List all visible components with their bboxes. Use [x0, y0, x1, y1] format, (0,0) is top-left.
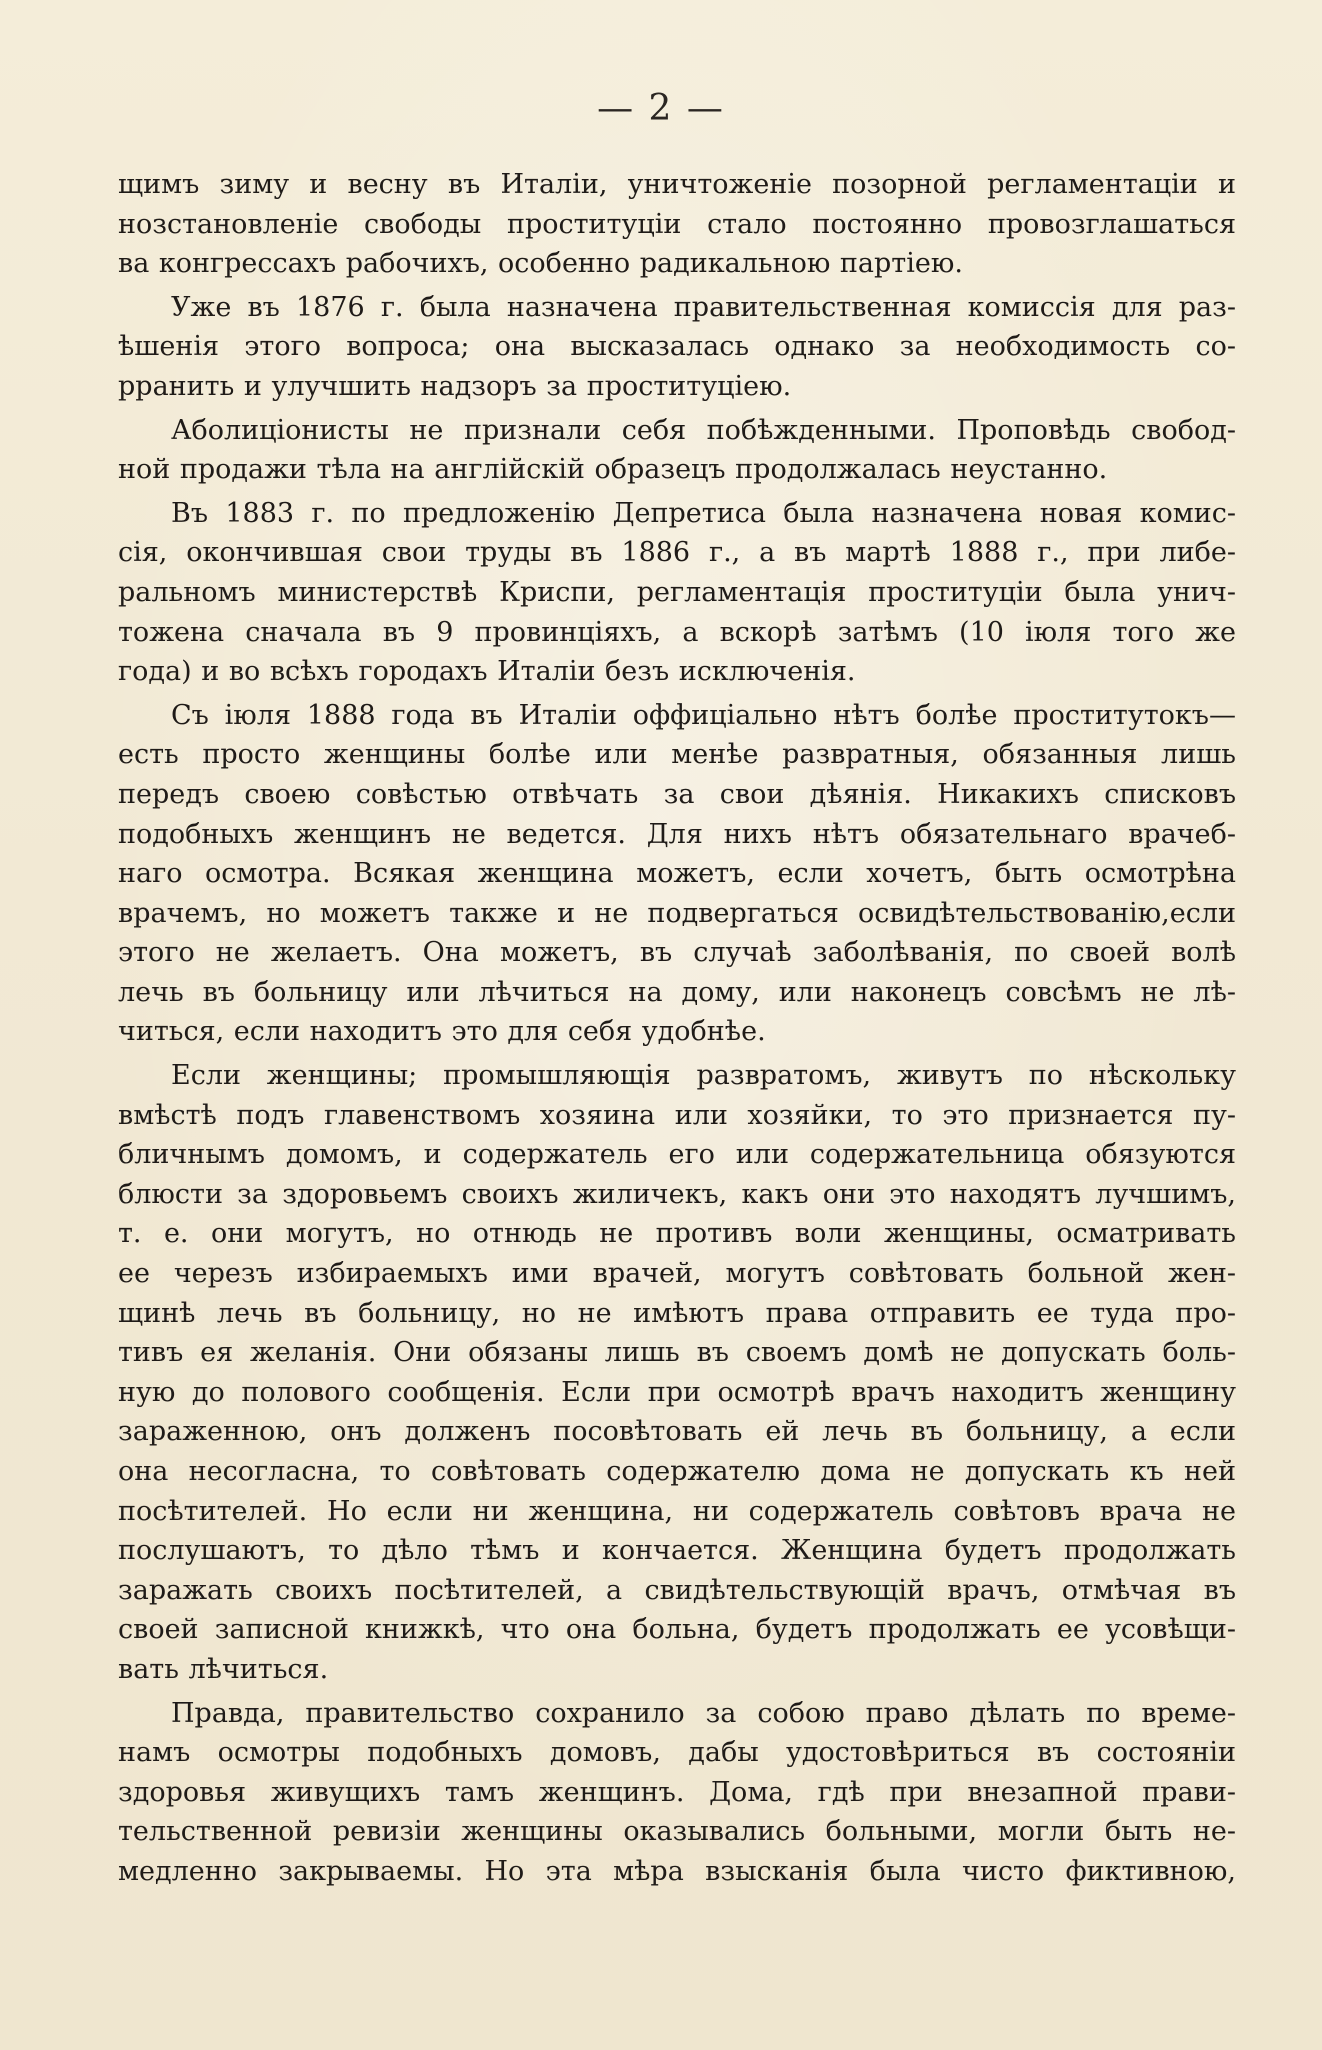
text-line: т. е. они могутъ, но отнюдь не противъ воли женщины, осматривать — [118, 1218, 1236, 1250]
text-line: читься, если находитъ это для себя удобнѣе. — [118, 1016, 766, 1048]
text-line: намъ осмотры подобныхъ домовъ, дабы удостовѣриться въ состоянiи — [118, 1737, 1236, 1769]
text-line: есть просто женщины болѣе или менѣе развратныя, обязанныя лишь — [118, 739, 1236, 771]
text-line: медленно закрываемы. Но эта мѣра взысканiя была чисто фиктивною, — [118, 1855, 1236, 1887]
text-line: этого не желаетъ. Она можетъ, въ случаѣ заболѣванiя, по своей волѣ — [118, 937, 1236, 969]
text-line: ной продажи тѣла на англiйскiй образецъ продолжалась неустанно. — [118, 454, 1108, 486]
text-line: ее черезъ избираемыхъ ими врачей, могутъ совѣтовать больной жен- — [118, 1258, 1236, 1290]
paragraph — [118, 1694, 1236, 1892]
text-line: Уже въ 1876 г. была назначена правительственная комиссiя для раз- — [171, 291, 1236, 323]
page-number: — 2 — — [597, 88, 725, 129]
text-line: здоровья живущихъ тамъ женщинъ. Дома, гдѣ при внезапной прави- — [118, 1776, 1236, 1808]
text-line: ную до полового сообщенiя. Если при осмотрѣ врачъ находитъ женщину — [118, 1376, 1236, 1408]
text-line: лечь въ больницу или лѣчиться на дому, или наконецъ совсѣмъ не лѣ- — [118, 976, 1236, 1008]
paragraph — [118, 165, 1236, 284]
text-line: тивъ ея желанiя. Они обязаны лишь въ своемъ домѣ не допускать боль- — [118, 1337, 1236, 1369]
text-line: наго осмотра. Всякая женщина можетъ, если хочетъ, быть осмотрѣна — [118, 858, 1236, 890]
text-line: заражать своихъ посѣтителей, а свидѣтельствующiй врачъ, отмѣчая въ — [118, 1574, 1236, 1606]
paragraph — [118, 696, 1236, 1052]
text-line: тожена сначала въ 9 провинцiяхъ, а вскорѣ затѣмъ (10 iюля того же — [118, 616, 1236, 648]
text-line: она несогласна, то совѣтовать содержателю дома не допускать къ ней — [118, 1456, 1236, 1487]
text-line: Если женщины; промышляющiя развратомъ, живутъ по нѣскольку — [171, 1060, 1236, 1092]
text-line: своей записной книжкѣ, что она больна, будетъ продолжать ее усовѣщи- — [118, 1614, 1236, 1646]
text-line: ва конгрессахъ рабочихъ, особенно радикальною партiею. — [118, 248, 963, 280]
text-line: передъ своею совѣстью отвѣчать за свои дѣянiя. Никакихъ списковъ — [118, 778, 1236, 810]
body-text — [118, 165, 1236, 1892]
text-line: рранить и улучшить надзоръ за проституцiею. — [118, 370, 792, 402]
text-line: вать лѣчиться. — [118, 1653, 329, 1685]
text-line: нозстановленiе свободы проституцiи стало постоянно провозглашаться — [118, 208, 1236, 240]
paragraph — [118, 494, 1236, 692]
text-line: Съ iюля 1888 года въ Италiи оффицiально нѣтъ болѣе проститутокъ— — [171, 699, 1236, 731]
text-line: посѣтителей. Но если ни женщина, ни содержатель совѣтовъ врача не — [118, 1495, 1236, 1527]
text-line: щинѣ лечь въ больницу, но не имѣютъ права отправить ее туда про- — [118, 1297, 1236, 1329]
text-line: зараженною, онъ долженъ посовѣтовать ей лечь въ больницу, а если — [118, 1416, 1236, 1448]
text-line: врачемъ, но можетъ также и не подвергаться освидѣтельствованiю,если — [118, 897, 1236, 929]
paragraph — [118, 411, 1236, 490]
text-line: послушаютъ, то дѣло тѣмъ и кончается. Женщина будетъ продолжать — [118, 1535, 1236, 1567]
text-line: вмѣстѣ подъ главенствомъ хозяина или хозяйки, то это признается пу- — [118, 1099, 1236, 1131]
text-line: года) и во всѣхъ городахъ Италiи безъ исключенiя. — [118, 656, 856, 688]
text-line: Въ 1883 г. по предложенiю Депретиса была назначена новая комис- — [171, 497, 1236, 529]
text-line: ральномъ министерствѣ Криспи, регламентацiя проституцiи была унич- — [118, 576, 1236, 608]
text-line: ѣшенiя этого вопроса; она высказалась однако за необходимость со- — [118, 331, 1236, 363]
text-line: сiя, окончившая свои труды въ 1886 г., а въ мартѣ 1888 г., при либе- — [118, 537, 1236, 569]
text-line: тельственной ревизiи женщины оказывались больными, могли быть не- — [118, 1816, 1236, 1848]
text-line: блюсти за здоровьемъ своихъ жиличекъ, какъ они это находятъ лучшимъ, — [118, 1178, 1236, 1210]
text-line: бличнымъ домомъ, и содержатель его или содержательница обязуются — [118, 1139, 1236, 1171]
text-line: Правда, правительство сохранило за собою право дѣлать по време- — [171, 1697, 1236, 1729]
text-line: подобныхъ женщинъ не ведется. Для нихъ нѣтъ обязательнаго врачеб- — [118, 818, 1236, 850]
text-line: Аболицiонисты не признали себя побѣжденными. Проповѣдь свобод- — [171, 414, 1236, 446]
paragraph — [118, 288, 1236, 407]
paragraph — [118, 1056, 1236, 1690]
text-line: щимъ зиму и весну въ Италiи, уничтоженiе позорной регламентацiи и — [118, 169, 1236, 200]
